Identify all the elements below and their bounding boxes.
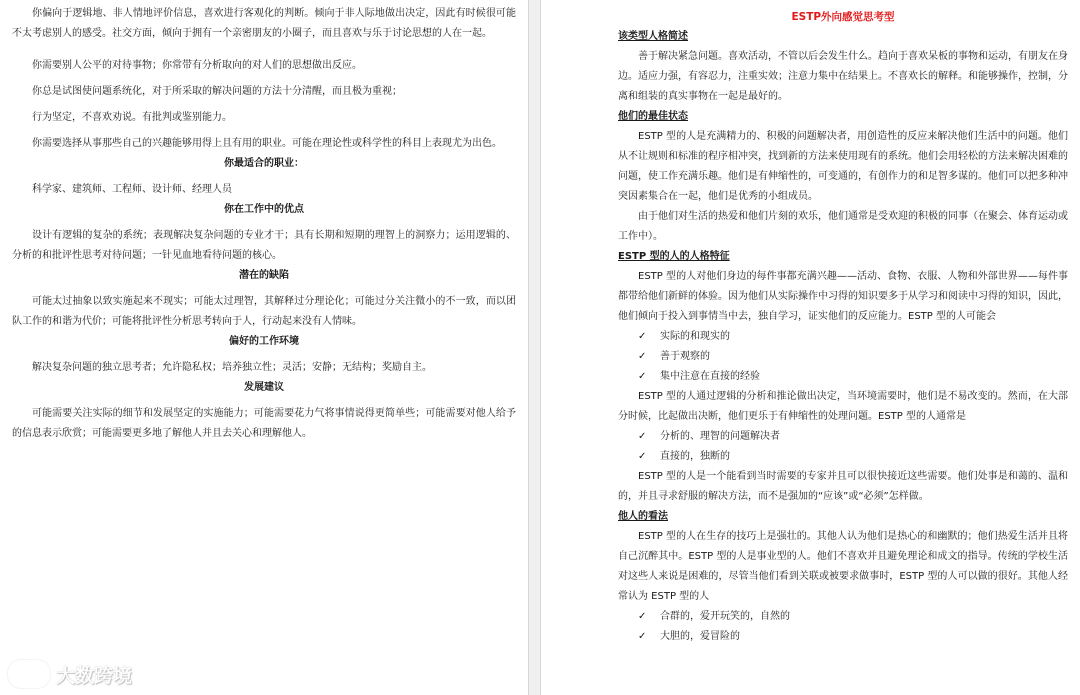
checkmark-icon: ✓ [638, 331, 647, 342]
career-heading: 你最适合的职业： [224, 158, 304, 169]
document-title: ESTP外向感觉思考型 [791, 11, 895, 23]
watermark-text: 大数跨境 [56, 664, 133, 687]
others-view-text: ESTP 型的人在生存的技巧上是强壮的。其他人认为他们是热心的和幽默的；他们热爱生活并且将自己沉醉其中。ESTP 型的人是事业型的人。他们不喜欢并且避免理论和成文的指导。传统的学校生活对这些人来说是困难的，尽管当他们看到关联或被要求做事时，ESTP 型的人可以做的很好。其他人经常认为 ESTP 型的人 [618, 531, 1068, 602]
environment-heading: 偏好的工作环境 [229, 336, 299, 347]
checkmark-icon: ✓ [638, 431, 647, 442]
document-page-right [541, 0, 1080, 695]
weakness-heading: 潜在的缺陷 [239, 270, 289, 281]
list-item: ✓ 实际的和现实的 [618, 327, 1068, 347]
checkmark-icon: ✓ [638, 451, 647, 462]
checkmark-icon: ✓ [638, 631, 647, 642]
section-heading-others-view: 他人的看法 [618, 511, 668, 522]
section-heading-best-state: 他们的最佳状态 [618, 111, 688, 122]
paragraph-fairness: 你需要别人公平的对待事物；你常带有分析取向的对人们的思想做出反应。 [32, 60, 362, 71]
environment-text: 解决复杂问题的独立思考者；允许隐私权；培养独立性；灵活；安静；无结构；奖励自主。 [32, 362, 432, 373]
watermark [8, 660, 132, 688]
career-text: 科学家、建筑师、工程师、设计师、经理人员 [32, 184, 232, 195]
checkmark-icon: ✓ [638, 351, 647, 362]
list-item: ✓ 分析的、理智的问题解决者 [618, 427, 1068, 447]
best-state-text-1: ESTP 型的人是充满精力的、积极的问题解决者，用创造性的反应来解决他们生活中的问题。他们从不让规则和标准的程序相冲突，找到新的方法来使用现有的系统。他们会用轻松的方法来解决困难的问题，使工作充满乐趣。他们是有伸缩性的，可变通的，有创作力的和足智多谋的。他们可以把多种冲突因素集合在一起，他们是优秀的小组成员。 [618, 131, 1068, 202]
development-text: 可能需要关注实际的细节和发展坚定的实施能力；可能需要花力气将事情说得更简单些；可能需要对他人给予的信息表示欣赏；可能需要更多地了解他人并且去关心和理解他人。 [12, 408, 516, 439]
list-item: ✓ 大胆的，爱冒险的 [618, 627, 1068, 647]
intro-paragraph: 你偏向于逻辑地、非人情地评价信息，喜欢进行客观化的判断。倾向于非人际地做出决定，因此有时候很可能不太考虑别人的感受。社交方面，倾向于拥有一个亲密朋友的小圈子，而且喜欢与乐于讨论思想的人在一起。 [12, 8, 516, 39]
traits-text-2: ESTP 型的人通过逻辑的分析和推论做出决定，当环境需要时，他们是不易改变的。然而，在大部分时候，比起做出决断，他们更乐于有伸缩性的处理问题。ESTP 型的人通常是 [618, 391, 1068, 422]
weakness-text: 可能太过抽象以致实施起来不现实；可能太过理智，其解释过分理论化；可能过分关注微小的不一致，而以团队工作的和谐为代价；可能将批评性分析思考转向于人，行动起来没有人情味。 [12, 296, 516, 327]
traits-text-3: ESTP 型的人是一个能看到当时需要的专家并且可以很快接近这些需要。他们处事是和蔼的、温和的，并且寻求舒服的解决方法，而不是强加的“应该”或“必须”怎样做。 [618, 471, 1068, 502]
document-page-left [0, 0, 528, 695]
development-heading: 发展建议 [244, 382, 284, 393]
page-gap-scroll-area[interactable] [528, 0, 541, 695]
watermark-logo-icon [8, 660, 50, 688]
list-item: ✓ 直接的，独断的 [618, 447, 1068, 467]
list-item: ✓ 善于观察的 [618, 347, 1068, 367]
strength-heading: 你在工作中的优点 [224, 204, 304, 215]
list-item: ✓ 集中注意在直接的经验 [618, 367, 1068, 387]
strength-text: 设计有逻辑的复杂的系统；表现解决复杂问题的专业才干；具有长期和短期的理智上的洞察力；运用逻辑的、分析的和批评性思考对待问题；一针见血地看待问题的核心。 [12, 230, 516, 261]
best-state-text-2: 由于他们对生活的热爱和他们片刻的欢乐，他们通常是受欢迎的积极的同事（在聚会、体育运动或工作中）。 [618, 211, 1068, 242]
checkmark-icon: ✓ [638, 371, 647, 382]
section-heading-traits: ESTP 型的人的人格特征 [618, 251, 730, 262]
paragraph-systematize: 你总是试图使问题系统化，对于所采取的解决问题的方法十分清醒，而且极为重视； [32, 86, 402, 97]
traits-text-1: ESTP 型的人对他们身边的每件事都充满兴趣——活动、食物、衣服、人物和外部世界——每件事都带给他们新鲜的体验。因为他们从实际操作中习得的知识要多于从学习和阅读中习得的知识，因此，他们倾向于投入到事情当中去，独自学习，证实他们的反应能力。ESTP 型的人可能会 [618, 271, 1068, 322]
checkmark-icon: ✓ [638, 611, 647, 622]
paragraph-firm: 行为坚定，不喜欢劝说。有批判或鉴别能力。 [32, 112, 232, 123]
summary-text: 善于解决紧急问题。喜欢活动，不管以后会发生什么。趋向于喜欢呆板的事物和运动，有朋友在身边。适应力强，有容忍力，注重实效；注意力集中在结果上。不喜欢长的解释。和能够操作，控制，分离和组装的真实事物在一起是最好的。 [618, 51, 1068, 102]
list-item: ✓ 合群的，爱开玩笑的，自然的 [618, 607, 1068, 627]
section-heading-summary: 该类型人格简述 [618, 31, 688, 42]
paragraph-career-choice: 你需要选择从事那些自己的兴趣能够用得上且有用的职业。可能在理论性或科学性的科目上表现尤为出色。 [32, 138, 502, 149]
